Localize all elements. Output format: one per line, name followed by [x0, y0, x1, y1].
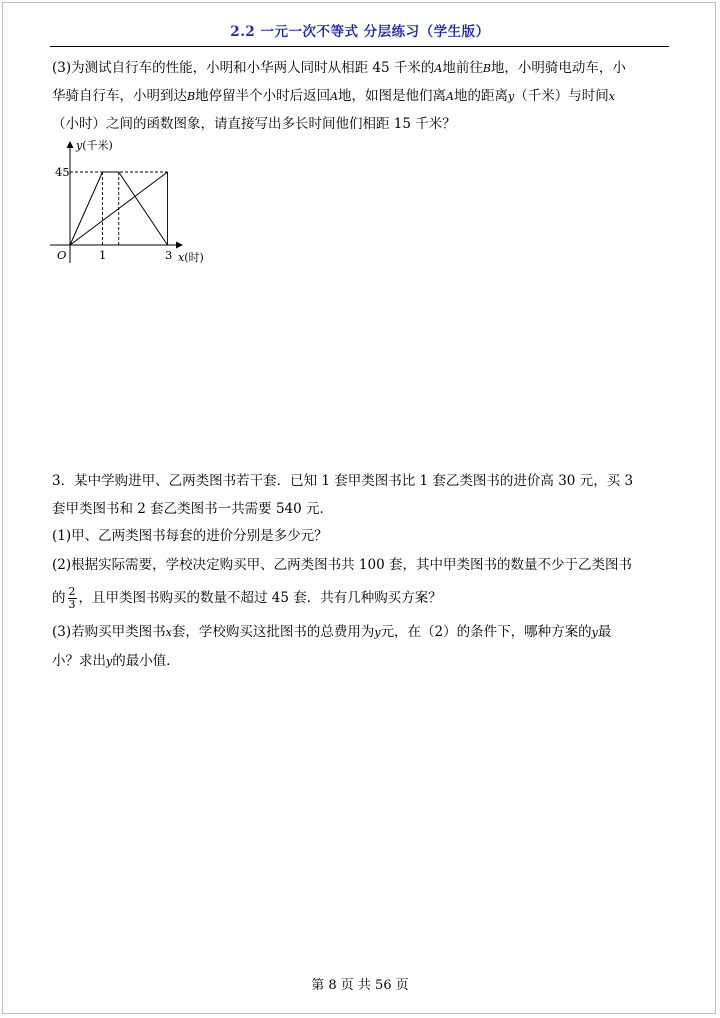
header-divider — [50, 46, 669, 47]
x-tick-label: 3 — [165, 248, 173, 262]
text: 套，学校购买这批图书的总费用为 — [171, 624, 375, 640]
origin-label: O — [57, 248, 67, 262]
variable: B — [187, 90, 196, 103]
fraction-numerator: 2 — [68, 585, 76, 598]
text: (3)若购买甲类图书 — [52, 624, 166, 640]
page-number: 第 8 页 共 56 页 — [311, 978, 409, 993]
problem-3-question-3-cont — [52, 652, 180, 671]
text: 地，如图是他们离 — [338, 88, 447, 104]
text: 小？求出 — [52, 653, 106, 669]
text: 地停留半个小时后返回 — [195, 88, 331, 104]
text: ，且甲类图书购买的数量不超过 45 套．共有几种购买方案？ — [78, 590, 442, 606]
problem-3-question-3 — [52, 623, 611, 642]
text: 地前往 — [442, 60, 483, 76]
page-title: 2.2 一元一次不等式 分层练习（学生版） — [230, 24, 490, 40]
text: 的最小值． — [112, 653, 180, 669]
x-tick-label: 1 — [99, 248, 107, 262]
variable: A — [330, 90, 339, 103]
variable: x — [165, 626, 172, 639]
text: 地的距离 — [454, 88, 508, 104]
y-axis-label: y(千米) — [76, 139, 113, 152]
text: 地，小明骑电动车，小 — [490, 60, 626, 76]
text: (3)为测试自行车的性能，小明和小华两人同时从相距 45 千米的 — [52, 60, 435, 76]
text: （千米）与时间 — [514, 88, 609, 104]
distance-time-graph — [48, 138, 248, 273]
text: 元，在（2）的条件下，哪种方案的 — [380, 624, 592, 640]
problem-3-question-2-cont — [52, 584, 442, 612]
variable: y — [591, 626, 598, 639]
problem-3-question-2: (2)根据实际需要，学校决定购买甲、乙两类图书共 100 套，其中甲类图书的数量不少于乙类图书 — [52, 557, 632, 573]
text: 最 — [597, 624, 612, 640]
variable: x — [608, 90, 615, 103]
problem-3-line-1: 3．某中学购进甲、乙两类图书若干套．已知 1 套甲类图书比 1 套乙类图书的进价高 30 元，买 3 — [52, 473, 634, 489]
text: 华骑自行车，小明到达 — [52, 88, 187, 104]
variable: B — [482, 62, 491, 75]
problem-2-3-line-1 — [52, 59, 626, 78]
text: （小时）之间的函数图象，请直接写出多长时间他们相距 15 千米？ — [52, 116, 456, 132]
fraction — [68, 586, 77, 611]
x-axis-label: x(时) — [178, 251, 204, 264]
variable: y — [106, 655, 113, 668]
fraction-denominator: 3 — [68, 598, 76, 611]
variable: A — [446, 90, 454, 103]
problem-3-question-1: (1)甲、乙两类图书每套的进价分别是多少元？ — [52, 528, 328, 544]
text: 的 — [52, 590, 66, 606]
variable: y — [374, 626, 381, 639]
variable: A — [434, 62, 443, 75]
variable: y — [508, 90, 515, 103]
problem-2-3-line-3 — [52, 115, 456, 133]
problem-2-3-line-2 — [52, 87, 615, 106]
problem-3-line-2: 套甲类图书和 2 套乙类图书一共需要 540 元． — [52, 501, 334, 517]
y-tick-label: 45 — [55, 165, 70, 179]
